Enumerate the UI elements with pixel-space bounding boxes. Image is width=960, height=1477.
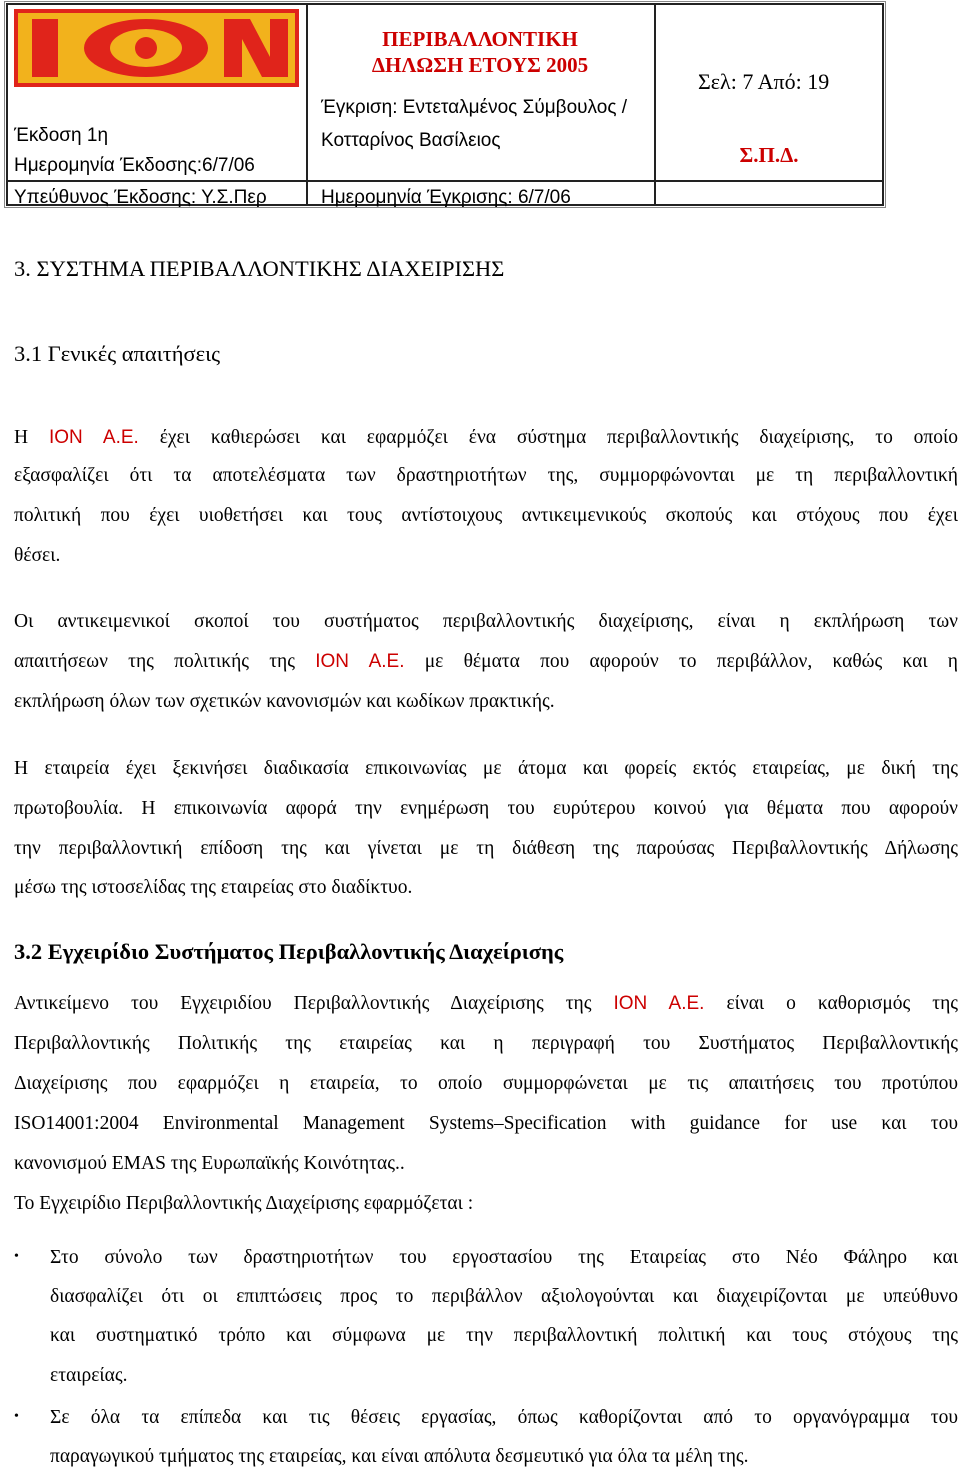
approval-date: Ημερομηνία Έγκρισης: 6/7/06 (321, 187, 571, 208)
company-name: ΙΟΝ Α.Ε. (315, 651, 405, 672)
text-line: εκπλήρωση όλων των σχετικών κανονισμών και κωδίκων πρακτικής. (14, 691, 555, 712)
text-line: πρωτοβουλία. Η επικοινωνία αφορά την ενημέρωση του ευρύτερου κοινού για θέματα που αφορούν (14, 798, 958, 819)
section-3-title: 3. ΣΥΣΤΗΜΑ ΠΕΡΙΒΑΛΛΟΝΤΙΚΗΣ ΔΙΑΧΕΙΡΙΣΗΣ (14, 256, 505, 281)
text-line: διασφαλίζει ότι οι επιπτώσεις προς το περιβάλλον αξιολογούνται και διαχειρίζονται με υπεύθυνο (50, 1286, 958, 1307)
header-left-cell (8, 5, 308, 204)
text-line: μέσω της ιστοσελίδας της εταιρείας στο διαδίκτυο. (14, 877, 413, 898)
text-line: θέσει. (14, 545, 61, 566)
section-3-1-title: 3.1 Γενικές απαιτήσεις (14, 341, 221, 366)
company-name: ΙΟΝ Α.Ε. (48, 427, 139, 448)
manual-scope-intro: Το Εγχειρίδιο Περιβαλλοντικής Διαχείρισης εφαρμόζεται : (14, 1193, 474, 1214)
text-line: και συστηματικό τρόπο και σύμφωνα με την περιβαλλοντική πολιτική και τους στόχους της (50, 1325, 958, 1346)
text-line: Οι αντικειμενικοί σκοποί του συστήματος περιβαλλοντικής διαχείρισης, είναι η εκπλήρωση των (14, 611, 958, 632)
text-line: παραγωγικού τμήματος της εταιρείας, και είναι απόλυτα δεσμευτικό για όλα τα μέλη της. (50, 1446, 749, 1467)
approval-line2: Κοτταρίνος Βασίλειος (321, 130, 501, 151)
text-line: Σε όλα τα επίπεδα και τις θέσεις εργασίας, όπως καθορίζονται από το οργανόγραμμα του (50, 1407, 958, 1428)
text-line: Διαχείρισης που εφαρμόζει η εταιρεία, το οποίο συμμορφώνεται με τις απαιτήσεις του προτύπου (14, 1073, 958, 1094)
issue-date: Ημερομηνία Έκδοσης:6/7/06 (14, 155, 255, 176)
header-bottom-row (8, 180, 882, 208)
text-line: εταιρείας. (50, 1365, 128, 1386)
doc-title-line2: ΔΗΛΩΣΗ ΕΤΟΥΣ 2005 (371, 53, 589, 77)
document-header (6, 3, 884, 206)
text-line: ISO14001:2004 Environmental Management Systems–Specification with guidance for use και του (14, 1113, 958, 1134)
doc-code: Σ.Π.Δ. (739, 143, 799, 167)
text-line: Η ΙΟΝ Α.Ε. έχει καθιερώσει και εφαρμόζει ένα σύστημα περιβαλλοντικής διαχείρισης, το οποίο (14, 427, 959, 448)
text-line: Η εταιρεία έχει ξεκινήσει διαδικασία επικοινωνίας με άτομα και φορείς εκτός εταιρείας, με δική της (14, 758, 958, 779)
header-middle-cell (308, 5, 656, 204)
text-line: πολιτική που έχει υιοθετήσει και τους αντίστοιχους αντικειμενικούς σκοπούς και στόχους που έχει (14, 505, 958, 526)
approval-line1: Έγκριση: Εντεταλμένος Σύμβουλος / (321, 97, 628, 118)
ion-logo (14, 9, 299, 87)
text-line: κανονισμού EMAS της Ευρωπαϊκής Κοινότητας.. (14, 1153, 405, 1174)
issue-responsible: Υπεύθυνος Έκδοσης: Υ.Σ.Περ (14, 187, 267, 208)
text-line: απαιτήσεων της πολιτικής της ΙΟΝ Α.Ε. με θέματα που αφορούν το περιβάλλον, καθώς και η (14, 651, 959, 672)
header-right-cell (656, 5, 882, 204)
text-line: Αντικείμενο του Εγχειριδίου Περιβαλλοντικής Διαχείρισης της ΙΟΝ Α.Ε. είναι ο καθορισμός της (14, 993, 958, 1014)
doc-title-line1: ΠΕΡΙΒΑΛΛΟΝΤΙΚΗ (382, 27, 578, 51)
text-line: εξασφαλίζει ότι τα αποτελέσματα των δραστηριοτήτων της, συμμορφώνονται με τη περιβαλλοντική (14, 465, 958, 486)
text-line: Στο σύνολο των δραστηριοτήτων του εργοστασίου της Εταιρείας στο Νέο Φάληρο και (50, 1247, 958, 1268)
text-line: την περιβαλλοντική επίδοση της και γίνεται με τη διάθεση της παρούσας Περιβαλλοντικής Δήλωσης (14, 838, 958, 859)
text-line: Περιβαλλοντικής Πολιτικής της εταιρείας και η περιγραφή του Συστήματος Περιβαλλοντικής (14, 1033, 958, 1054)
bullet-icon: • (14, 1249, 19, 1264)
page-info: Σελ: 7 Από: 19 (698, 69, 830, 94)
bullet-icon: • (14, 1409, 19, 1424)
section-3-2-title: 3.2 Εγχειρίδιο Συστήματος Περιβαλλοντικής Διαχείρισης (14, 939, 564, 964)
edition-label: Έκδοση 1η (14, 125, 109, 146)
company-name: ΙΟΝ Α.Ε. (613, 993, 705, 1014)
